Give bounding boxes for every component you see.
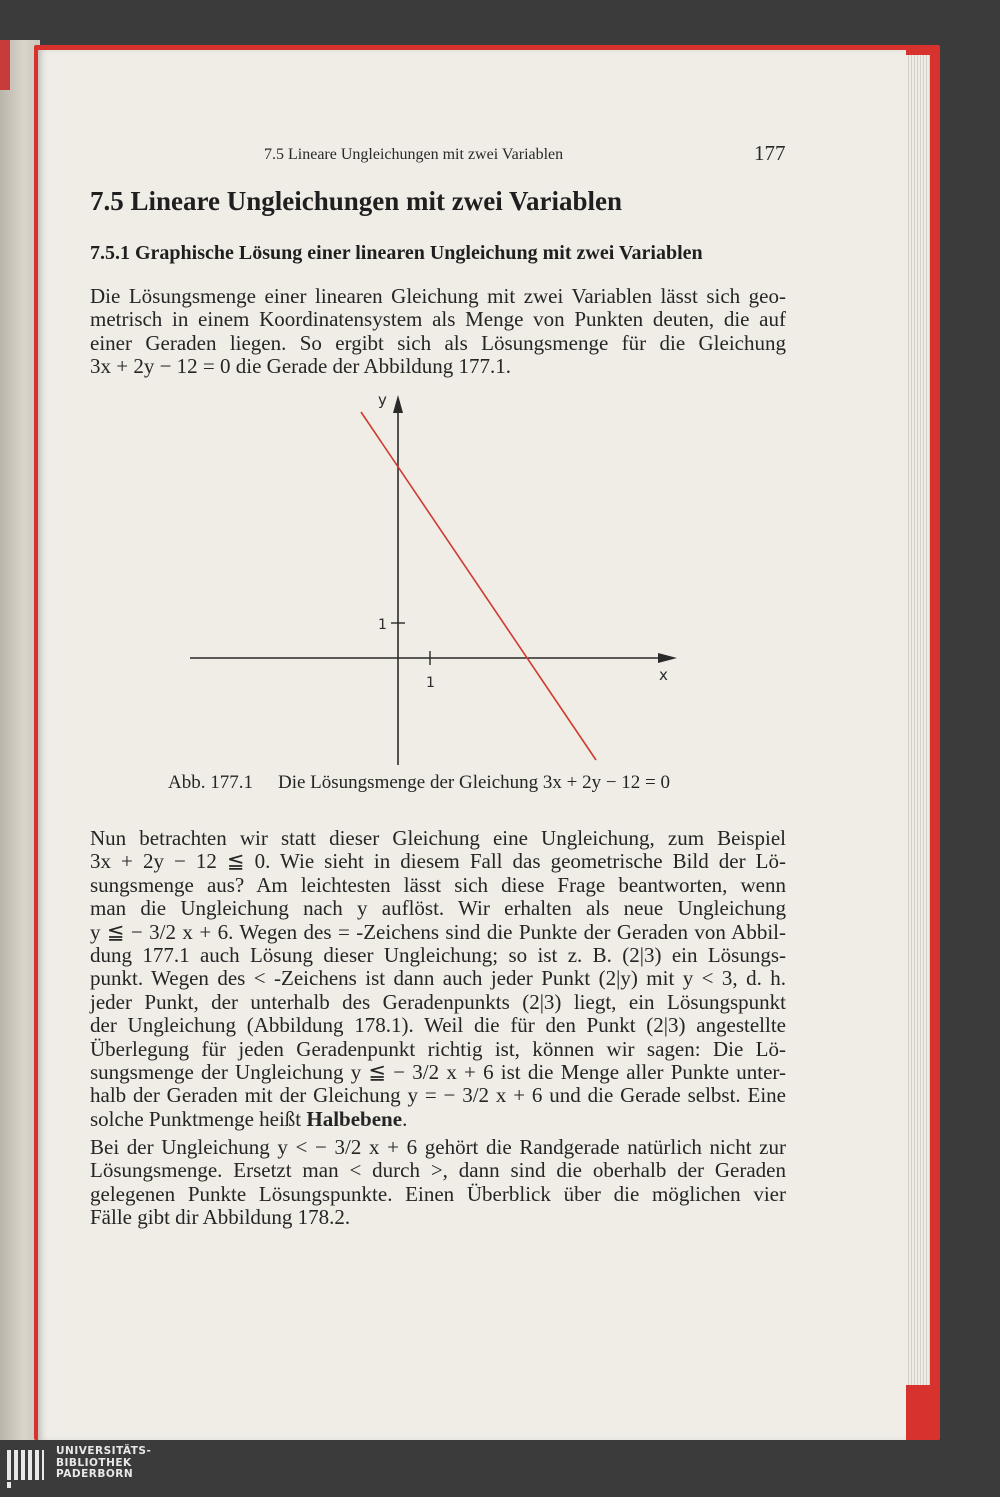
y-tick-label: 1 [378,617,387,633]
text-span: . [402,1106,408,1131]
text-line: Nun betrachten wir statt dieser Gleichung eine Ungleichung, zum Beispiel [90,826,786,850]
subsection-title: 7.5.1 Graphische Lösung einer linearen Ungleichung mit zwei Variablen [90,242,703,264]
figure-caption [168,772,670,794]
library-name-line: UNIVERSITÄTS- [56,1445,152,1457]
library-name-line: PADERBORN [56,1468,134,1480]
text-line: sungsmenge aus? Am leichtesten lässt sich diese Frage beantworten, wenn [90,872,786,897]
text-line: y ≦ − 3/2 x + 6. Wegen des = -Zeichens sind die Punkte der Geraden von Abbil- [90,919,786,944]
text-line: einer Geraden liegen. So ergibt sich als Lösungsmenge für die Gleichung [90,330,786,355]
y-axis-label: y [378,391,387,409]
text-line: 3x + 2y − 12 = 0 die Gerade der Abbildung 177.1. [90,354,512,379]
text-line: halb der Geraden mit der Gleichung y = − 3/2 x + 6 und die Gerade selbst. Eine [90,1083,786,1108]
paragraph-inequality [90,827,786,1131]
term-halbebene: Halbebene [306,1106,403,1131]
text-line: sungsmenge der Ungleichung y ≦ − 3/2 x + 6 ist die Menge aller Punkte unter- [90,1060,786,1085]
text-line: punkt. Wegen des < -Zeichens ist dann auch jeder Punkt (2|y) mit y < 3, d. h. [90,966,786,991]
text-line: man die Ungleichung nach y auflöst. Wir erhalten als neue Ungleichung [90,896,786,921]
x-axis-label: x [659,666,668,684]
text-line: Lösungsmenge. Ersetzt man < durch >, dann sind die oberhalb der Geraden [90,1158,786,1183]
library-name-line: BIBLIOTHEK [56,1456,132,1469]
text-line: Überlegung für jeden Geradenpunkt richtig ist, können wir sagen: Die Lö- [90,1036,786,1061]
running-head: 7.5 Lineare Ungleichungen mit zwei Variablen [264,146,564,163]
left-cover-edge [0,40,10,90]
page-number: 177 [754,141,786,165]
text-line: dung 177.1 auch Lösung dieser Ungleichung; so ist z. B. (2|3) ein Lösungs- [90,943,786,968]
text-span: solche Punktmenge heißt [90,1106,307,1131]
solution-line [361,412,596,760]
text-line: Bei der Ungleichung y < − 3/2 x + 6 gehört die Randgerade natürlich nicht zur [90,1135,786,1159]
x-tick-label: 1 [426,675,435,691]
text-line: der Ungleichung (Abbildung 178.1). Weil die für den Punkt (2|3) angestellte [90,1013,786,1038]
caption-text: Die Lösungsmenge der Gleichung 3x + 2y − 12 = 0 [278,772,671,793]
section-title: 7.5 Lineare Ungleichungen mit zwei Variablen [90,186,623,216]
paragraph-boundary [90,1136,786,1230]
x-axis-arrow [658,653,677,663]
text-line: Fälle gibt dir Abbildung 178.2. [90,1205,351,1230]
figure-coordinate-system [180,385,700,770]
y-axis-arrow [393,395,403,413]
text-line: Die Lösungsmenge einer linearen Gleichung mit zwei Variablen lässt sich geo- [90,284,786,308]
text-line [90,1108,786,1131]
paragraph-intro [90,285,786,379]
library-logo-icon [5,1448,45,1490]
text-line: metrisch in einem Koordinatensystem als Menge von Punkten deuten, die auf [90,307,786,332]
text-line: gelegenen Punkte Lösungspunkte. Einen Überblick über die möglichen vier [90,1181,786,1206]
library-name [56,1446,151,1481]
text-line: 3x + 2y − 12 ≦ 0. Wie sieht in diesem Fall das geometrische Bild der Lö- [90,849,786,874]
text-line: jeder Punkt, der unterhalb des Geradenpunkts (2|3) liegt, ein Lösungspunkt [90,989,786,1014]
caption-number: Abb. 177.1 [168,772,253,793]
